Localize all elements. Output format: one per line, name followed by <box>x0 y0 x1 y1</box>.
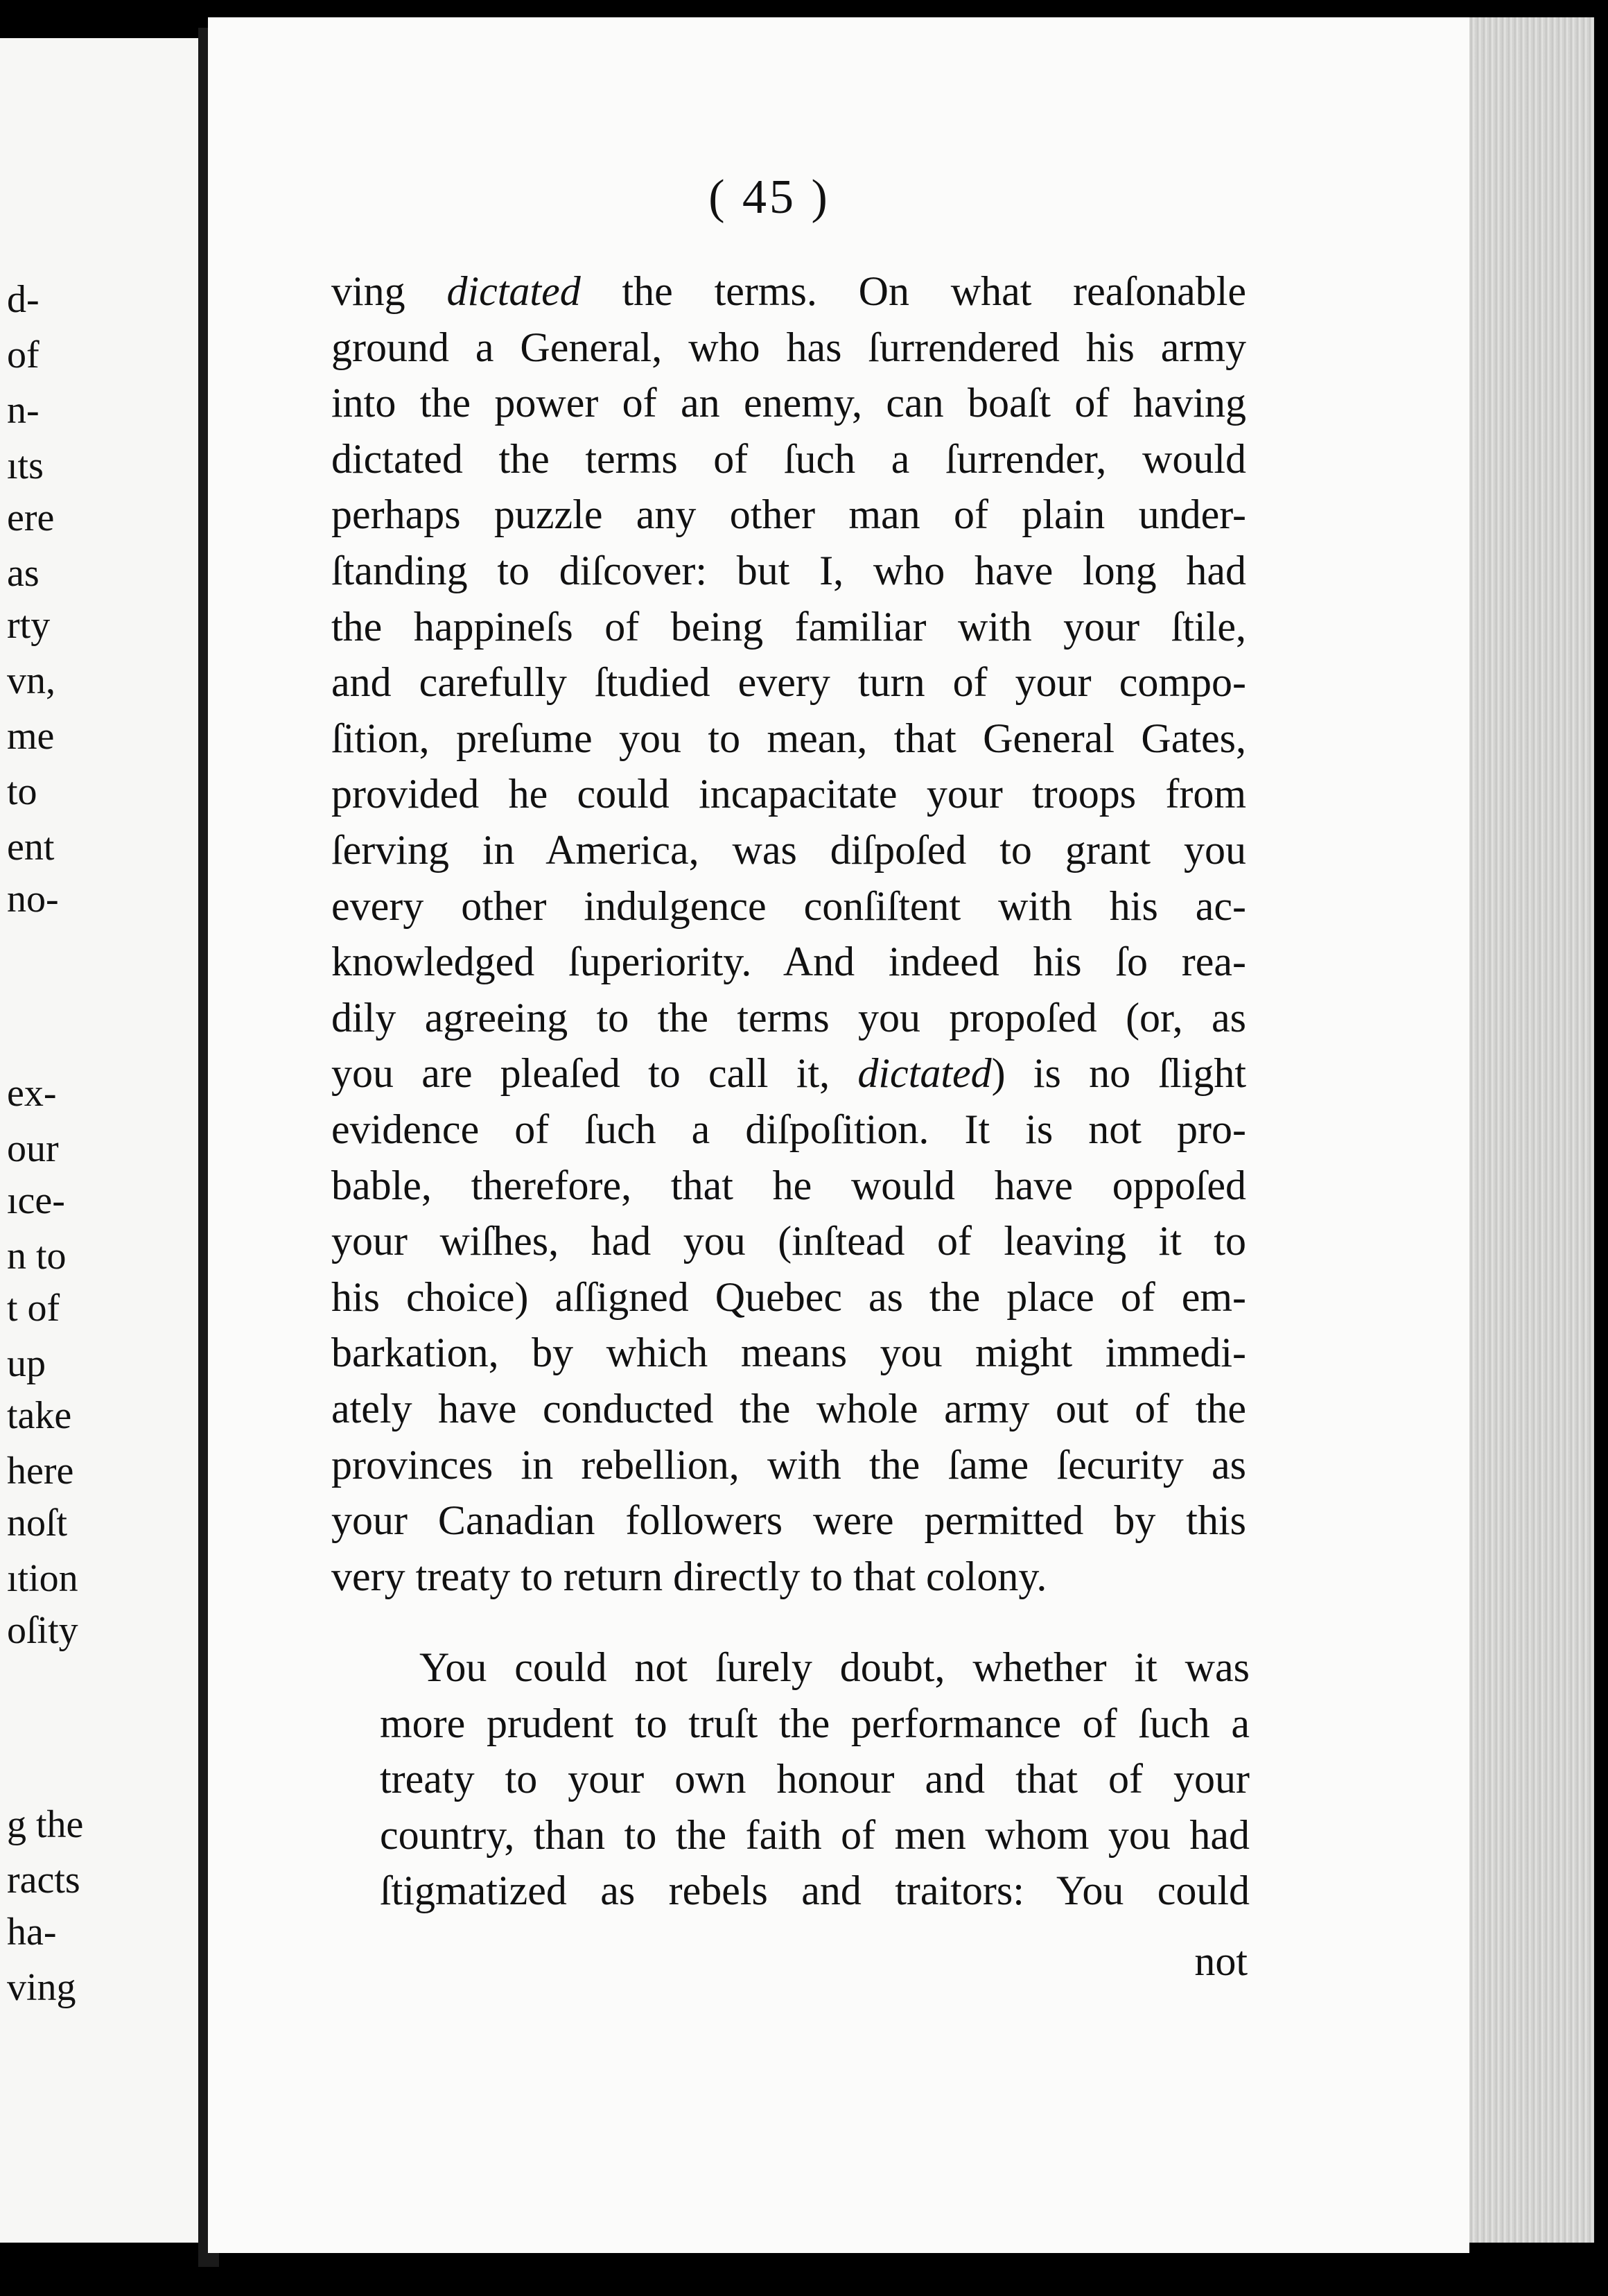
text-segment: barkation, by which means you might immedi- <box>331 1330 1246 1376</box>
text-segment: dictated the terms of ſuch a ſurrender, would <box>331 435 1246 482</box>
text-line <box>331 1102 1246 1157</box>
left-page-fragment: our <box>7 1127 59 1170</box>
left-page-fragment: ving <box>7 1966 76 2009</box>
left-page-fragment: take <box>7 1394 72 1437</box>
left-page-fragment: ıts <box>7 444 44 487</box>
left-page-fragment: vn, <box>7 659 55 702</box>
text-segment: evidence of ſuch a diſpoſition. It is not pro- <box>331 1106 1246 1152</box>
text-line <box>331 654 1246 710</box>
left-page-fragment: ha- <box>7 1911 57 1954</box>
text-segment: knowledged ſuperiority. And indeed his ſo rea- <box>331 939 1246 985</box>
text-segment: the terms. On what reaſonable <box>580 268 1247 314</box>
text-segment: ſerving in America, was diſpoſed to grant you <box>331 827 1246 873</box>
text-line <box>331 487 1246 542</box>
left-page-fragment: up <box>7 1342 46 1385</box>
text-segment: ground a General, who has ſurrendered his army <box>331 324 1246 370</box>
text-line <box>331 934 1246 989</box>
italic-word: dictated <box>857 1050 992 1097</box>
text-segment: dily agreeing to the terms you propoſed (or, as <box>331 994 1246 1041</box>
left-page-fragment: of <box>7 333 40 376</box>
left-page-fragment: rty <box>7 604 51 647</box>
left-page-fragment: ıce- <box>7 1179 65 1222</box>
text-line <box>331 375 1246 430</box>
catchword: not <box>1194 1938 1248 1984</box>
left-page-fragment: n to <box>7 1235 67 1278</box>
left-page-fragment: to <box>7 770 37 813</box>
text-line <box>331 990 1246 1045</box>
text-segment: the happineſs of being familiar with your ſtile, <box>331 603 1246 650</box>
text-line <box>331 431 1246 487</box>
text-segment: your wiſhes, had you (inſtead of leaving it to <box>331 1218 1246 1264</box>
left-facing-page <box>0 38 198 2243</box>
left-page-fragment: ere <box>7 496 55 539</box>
text-segment: ſition, preſume you to mean, that General Gates, <box>331 715 1246 761</box>
text-line <box>331 320 1246 375</box>
left-page-fragment: ent <box>7 826 55 869</box>
text-segment: provinces in rebellion, with the ſame ſecurity as <box>331 1441 1246 1488</box>
text-line <box>331 1045 1246 1101</box>
text-line <box>331 543 1246 598</box>
left-page-fragment: g the <box>7 1803 84 1846</box>
left-page-fragment: as <box>7 552 40 595</box>
left-page-fragment: no- <box>7 878 59 921</box>
text-line <box>331 1325 1246 1380</box>
text-segment: you are pleaſed to call it, <box>331 1050 858 1097</box>
page-edges <box>1469 17 1594 2243</box>
text-line <box>331 822 1246 878</box>
text-line <box>331 1549 1246 1604</box>
text-segment: every other indulgence conſiſtent with his ac- <box>331 882 1246 929</box>
text-line <box>331 878 1246 934</box>
text-line <box>331 1269 1246 1325</box>
page-number: ( 45 ) <box>708 171 830 224</box>
text-segment: ſtanding to diſcover: but I, who have long had <box>331 548 1246 593</box>
left-page-fragment: here <box>7 1450 74 1493</box>
text-segment: into the power of an enemy, can boaſt of having <box>331 380 1246 426</box>
left-page-fragment: d- <box>7 278 40 321</box>
text-line <box>331 1493 1246 1548</box>
text-line: country, than to the faith of men whom you had <box>380 1811 1250 1858</box>
text-line <box>331 599 1246 654</box>
text-segment: very treaty to return directly to that colony. <box>331 1553 1047 1599</box>
text-segment: ) is no ſlight <box>991 1050 1246 1097</box>
text-segment: perhaps puzzle any other man of plain under- <box>331 492 1246 538</box>
text-segment: provided he could incapacitate your troops from <box>331 771 1246 817</box>
left-page-fragment: me <box>7 715 55 758</box>
left-page-fragment: t of <box>7 1287 60 1330</box>
text-line <box>331 766 1246 821</box>
text-line: You could not ſurely doubt, whether it was <box>419 1644 1250 1690</box>
text-line: treaty to your own honour and that of your <box>380 1756 1250 1802</box>
italic-word: dictated <box>446 268 581 314</box>
text-segment: his choice) aſſigned Quebec as the place of em- <box>331 1273 1246 1320</box>
text-segment: bable, therefore, that he would have oppoſed <box>331 1162 1246 1208</box>
left-page-fragment: n- <box>7 389 40 432</box>
left-page-fragment: noſt <box>7 1502 68 1545</box>
text-line <box>331 1213 1246 1269</box>
text-line <box>331 1158 1246 1213</box>
text-line: ſtigmatized as rebels and traitors: You could <box>380 1868 1250 1914</box>
text-line <box>331 1437 1246 1493</box>
text-segment: and carefully ſtudied every turn of your compo- <box>331 659 1246 706</box>
text-segment: ately have conducted the whole army out of the <box>331 1386 1246 1432</box>
text-line <box>331 1381 1246 1436</box>
text-line <box>331 263 1246 319</box>
text-segment: your Canadian followers were permitted by this <box>331 1497 1246 1544</box>
text-line: more prudent to truſt the performance of ſuch a <box>380 1700 1250 1746</box>
left-page-fragment: oſity <box>7 1609 78 1652</box>
left-page-fragment: ıtion <box>7 1557 78 1600</box>
text-line <box>331 711 1246 766</box>
left-page-fragment: racts <box>7 1859 80 1902</box>
text-segment: ving <box>331 268 447 314</box>
left-page-fragment: ex- <box>7 1072 57 1115</box>
